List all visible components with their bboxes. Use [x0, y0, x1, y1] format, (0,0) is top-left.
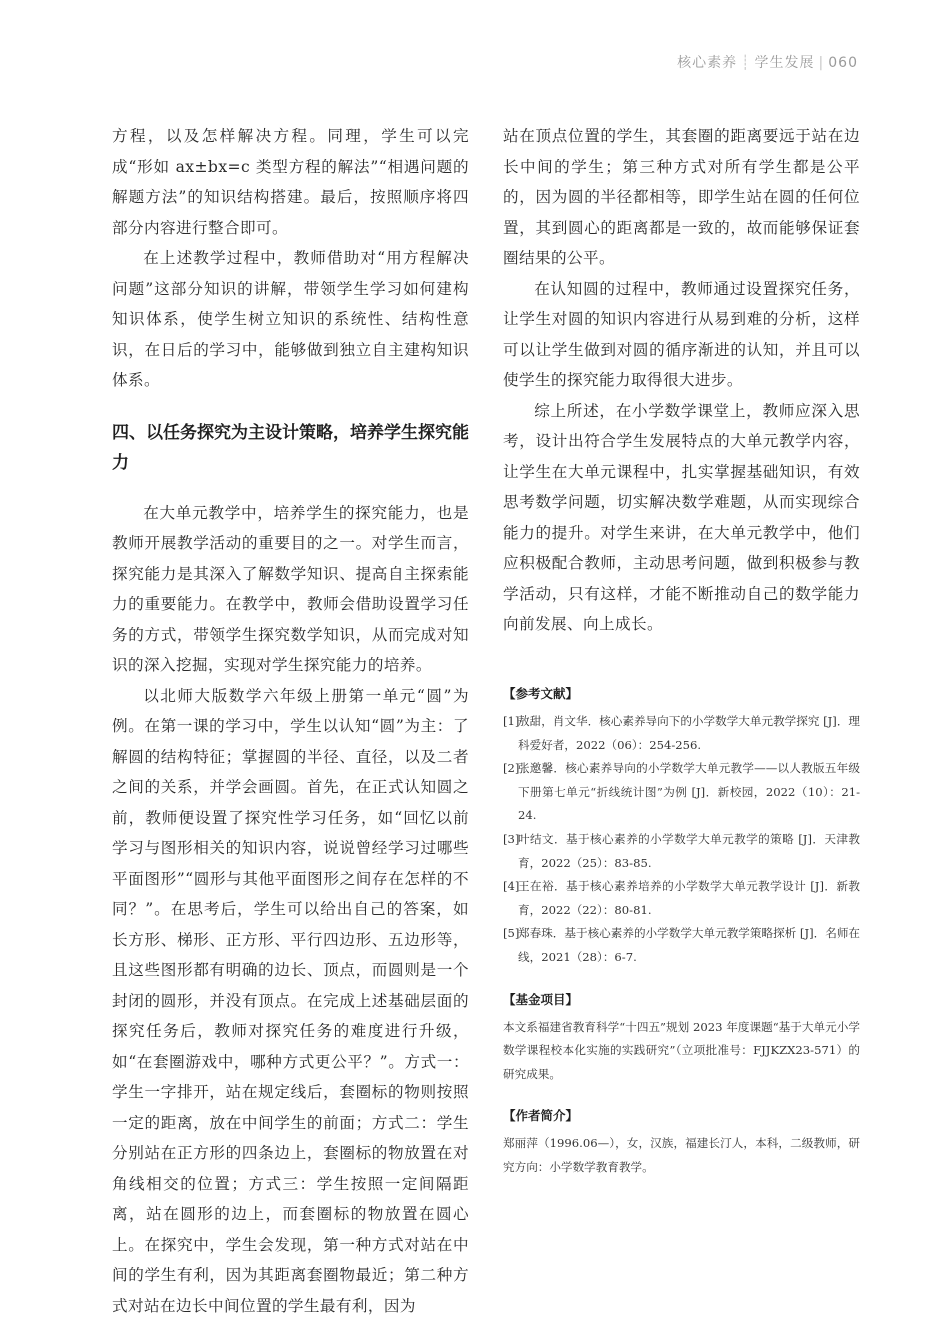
- header-divider: ┊: [741, 55, 750, 71]
- author-block: [503, 1106, 860, 1179]
- page-header: [677, 52, 858, 72]
- reference-number: [4]: [503, 875, 519, 899]
- references-label: 【参考文献】: [503, 684, 860, 702]
- funding-label: 【基金项目】: [503, 990, 860, 1008]
- paragraph: 在认知圆的过程中，教师通过设置探究任务，让学生对圆的知识内容进行从易到难的分析，这样可以让学生做到对圆的循序渐进的认知，并且可以使学生的探究能力取得很大进步。: [503, 274, 860, 396]
- reference-number: [3]: [503, 828, 519, 852]
- reference-item: [503, 922, 860, 969]
- header-divider-2: |: [819, 55, 825, 71]
- reference-text: 王在裕．基于核心素养培养的小学数学大单元教学设计 [J]．新教育，2022（22）：80-81.: [518, 879, 860, 917]
- header-section: 核心素养: [677, 55, 737, 71]
- right-column: [503, 121, 860, 640]
- page-number: 060: [828, 55, 858, 71]
- reference-number: [1]: [503, 710, 519, 734]
- paragraph: 在上述教学过程中，教师借助对“用方程解决问题”这部分知识的讲解，带领学生学习如何建构知识体系，使学生树立知识的系统性、结构性意识，在日后的学习中，能够做到独立自主建构知识体系。: [112, 243, 469, 396]
- reference-text: 敖甜，肖文华．核心素养导向下的小学数学大单元教学探究 [J]．理科爱好者，2022（06）：254-256.: [518, 714, 860, 752]
- reference-text: 叶结文．基于核心素养的小学数学大单元教学的策略 [J]．天津教育，2022（25）：83-85.: [518, 832, 860, 870]
- paragraph: 以北师大版数学六年级上册第一单元“圆”为例。在第一课的学习中，学生以认知“圆”为主：了解圆的结构特征；掌握圆的半径、直径，以及二者之间的关系，并学会画圆。首先，在正式认知圆之前，教师便设置了探究性学习任务，如“回忆以前学习与图形相关的知识内容，说说曾经学习过哪些平面图形”“圆形与其他平面图形之间存在怎样的不同？”。在思考后，学生可以给出自己的答案，如长方形、梯形、正方形、平行四边形、五边形等，且这些图形都有明确的边长、顶点，而圆则是一个封闭的圆形，并没有顶点。在完成上述基础层面的探究任务后，教师对探究任务的难度进行升级，如“在套圈游戏中，哪种方式更公平？”。方式一：学生一字排开，站在规定线后，套圈标的物则按照一定的距离，放在中间学生的前面；方式二：学生分别站在正方形的四条边上，套圈标的物放置在对角线相交的位置；方式三：学生按照一定间隔距离，站在圆形的边上，而套圈标的物放置在圆心上。在探究中，学生会发现，第一种方式对站在中间的学生有利，因为其距离套圈物最近；第二种方式对站在边长中间位置的学生最有利，因为: [112, 681, 469, 1321]
- reference-number: [2]: [503, 757, 519, 781]
- section-heading: 四、以任务探究为主设计策略，培养学生探究能力: [112, 418, 469, 478]
- funding-text: 本文系福建省教育科学“十四五”规划 2023 年度课题“基于大单元小学数学课程校本化实施的实践研究”（立项批准号：FJJKZX23-571）的研究成果。: [503, 1016, 860, 1087]
- reference-item: [503, 710, 860, 757]
- paragraph: 综上所述，在小学数学课堂上，教师应深入思考，设计出符合学生发展特点的大单元教学内容，让学生在大单元课程中，扎实掌握基础知识，有效思考数学问题，切实解决数学难题，从而实现综合能力的提升。对学生来讲，在大单元教学中，他们应积极配合教师，主动思考问题，做到积极参与教学活动，只有这样，才能不断推动自己的数学能力向前发展、向上成长。: [503, 396, 860, 640]
- reference-number: [5]: [503, 922, 519, 946]
- paragraph: 方程，以及怎样解决方程。同理，学生可以完成“形如 ax±bx=c 类型方程的解法”“相遇问题的解题方法”的知识结构搭建。最后，按照顺序将四部分内容进行整合即可。: [112, 121, 469, 243]
- paragraph: 站在顶点位置的学生，其套圈的距离要远于站在边长中间的学生；第三种方式对所有学生都是公平的，因为圆的半径都相等，即学生站在圆的任何位置，其到圆心的距离都是一致的，故而能够保证套圈结果的公平。: [503, 121, 860, 274]
- reference-item: [503, 828, 860, 875]
- reference-text: 张邀馨．核心素养导向的小学数学大单元教学——以人教版五年级下册第七单元“折线统计图”为例 [J]．新校园，2022（10）：21-24.: [518, 761, 860, 822]
- author-label: 【作者简介】: [503, 1106, 860, 1124]
- back-matter: [503, 684, 860, 1180]
- funding-block: [503, 990, 860, 1087]
- left-column: [112, 121, 469, 1321]
- author-text: 郑丽萍（1996.06—），女，汉族，福建长汀人，本科，二级教师，研究方向：小学数学教育教学。: [503, 1132, 860, 1179]
- reference-item: [503, 757, 860, 828]
- reference-item: [503, 875, 860, 922]
- paragraph: 在大单元教学中，培养学生的探究能力，也是教师开展教学活动的重要目的之一。对学生而言，探究能力是其深入了解数学知识、提高自主探索能力的重要能力。在教学中，教师会借助设置学习任务的方式，带领学生探究数学知识，从而完成对知识的深入挖掘，实现对学生探究能力的培养。: [112, 498, 469, 681]
- reference-text: 郑春珠．基于核心素养的小学数学大单元教学策略探析 [J]．名师在线，2021（28）：6-7.: [518, 926, 860, 964]
- header-subsection: 学生发展: [755, 55, 815, 71]
